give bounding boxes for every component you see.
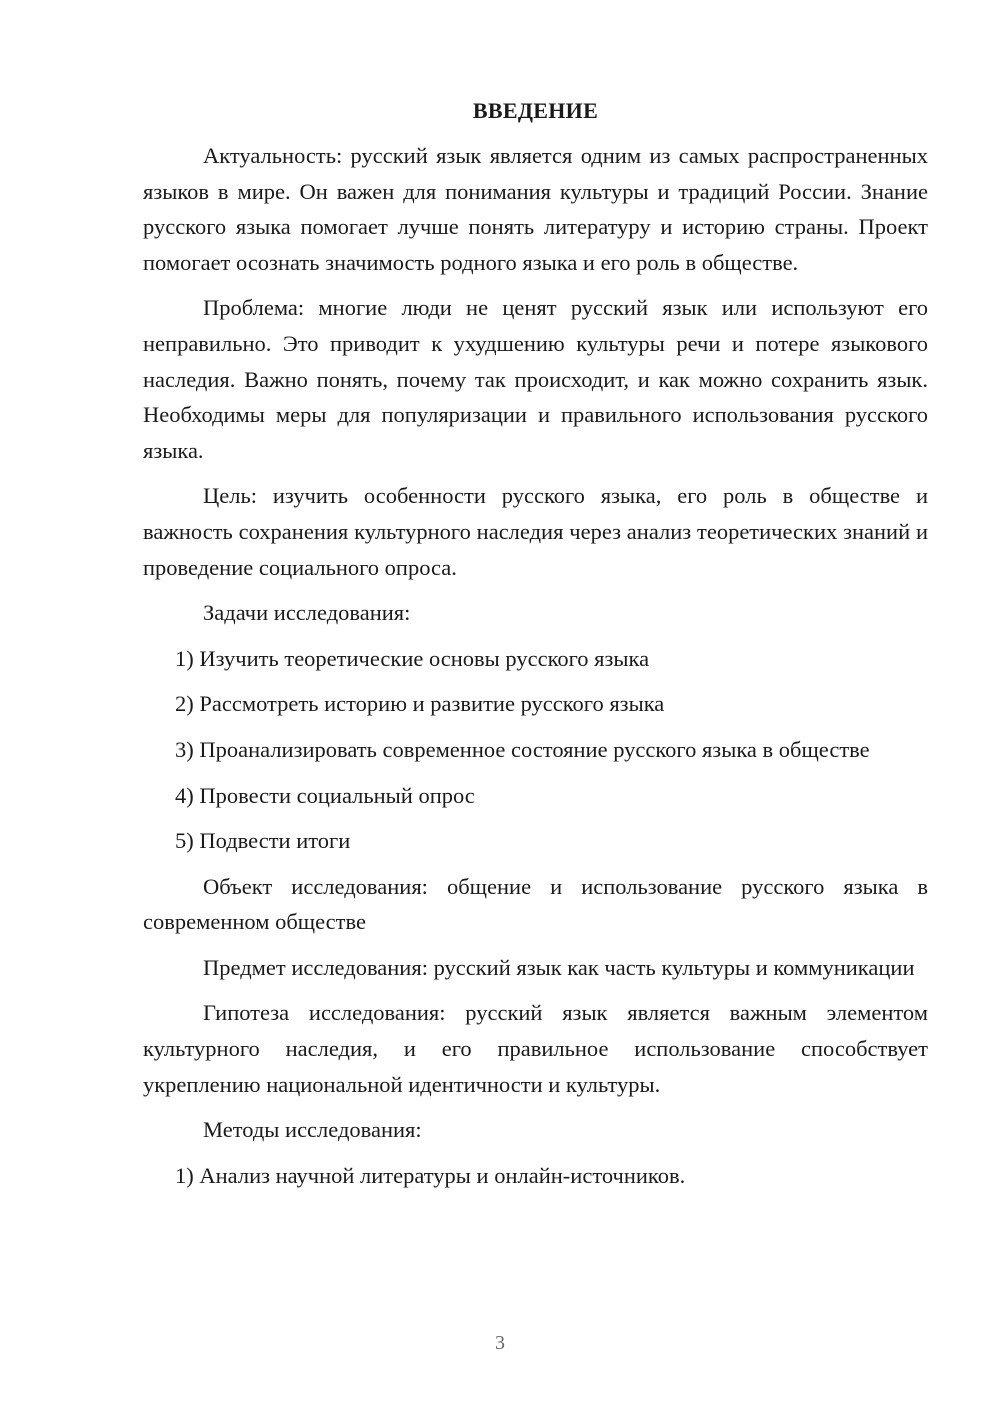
task-item-5: 5) Подвести итоги <box>175 828 351 854</box>
task-item-3: 3) Проанализировать современное состояние русского языка в обществе <box>175 736 870 762</box>
paragraph-tasks-heading: Задачи исследования: <box>203 600 411 626</box>
method-item-1: 1) Анализ научной литературы и онлайн-источников. <box>175 1162 686 1188</box>
paragraph-relevance: Актуальность: русский язык является одним из самых распространенных языков в мире. Он важен для понимания культуры и традиций России. Знание русского языка помогает лучше понять литературу и историю страны. Проект помогает осознать значимость родного языка и его роль в обществе. <box>143 143 928 275</box>
paragraph-goal: Цель: изучить особенности русского языка, его роль в обществе и важность сохранения культурного наследия через анализ теоретических знаний и проведение социального опроса. <box>143 483 928 580</box>
paragraph-problem: Проблема: многие люди не ценят русский язык или используют его неправильно. Это приводит к ухудшению культуры речи и потере языкового наследия. Важно понять, почему так происходит, и как можно сохранить язык. Необходимы меры для популяризации и правильного использования русского языка. <box>143 295 928 463</box>
paragraph-object: Объект исследования: общение и использование русского языка в современном обществе <box>143 873 928 935</box>
paragraph-methods-heading: Методы исследования: <box>203 1117 422 1143</box>
task-item-2: 2) Рассмотреть историю и развитие русского языка <box>175 691 665 717</box>
paragraph-subject: Предмет исследования: русский язык как часть культуры и коммуникации <box>203 954 915 980</box>
document-body <box>143 96 928 1193</box>
task-item-1: 1) Изучить теоретические основы русского языка <box>175 645 650 671</box>
task-item-4: 4) Провести социальный опрос <box>175 782 475 808</box>
page-title: ВВЕДЕНИЕ <box>472 98 599 123</box>
paragraph-hypothesis: Гипотеза исследования: русский язык является важным элементом культурного наследия, и его правильное использование способствует укреплению национальной идентичности и культуры. <box>143 1000 928 1097</box>
page-number: 3 <box>495 1332 505 1354</box>
